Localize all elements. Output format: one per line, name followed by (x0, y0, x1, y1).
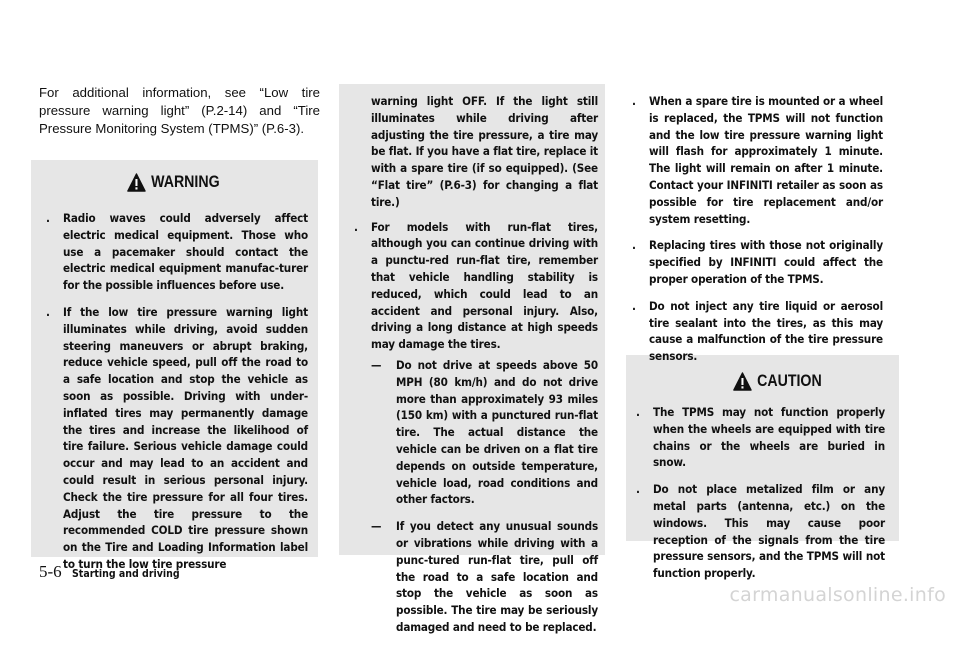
page-number: 5-6 (39, 562, 62, 581)
caution-bullet-text: The TPMS may not function properly when the wheels are equipped with tire chains or the wheels are buried in snow. (653, 405, 885, 470)
caution-heading (733, 372, 822, 391)
runflat-sublist (352, 357, 598, 636)
warning-left-column (44, 210, 308, 583)
bullet-mark: . (354, 219, 358, 234)
warning-bullet-text: Replacing tires with those not originally specified by INFINITI could affect the proper operation of the TPMS. (649, 238, 883, 286)
warning-heading (127, 173, 220, 192)
caution-bullet-text: Do not place metalized film or any metal parts (antenna, etc.) on the windows. This may cause poor reception of the signals from the tire pressure sensors, and the TPMS will not function properly. (653, 482, 885, 581)
bullet-mark: . (632, 94, 636, 108)
list-item (634, 481, 885, 582)
page-footer (39, 562, 191, 582)
list-item (44, 304, 308, 573)
watermark: carmanualsonline.info (729, 584, 946, 606)
bullet-mark: . (636, 482, 640, 497)
warning-bullet-text: If the low tire pressure warning light illuminates while driving, avoid sudden steering maneuvers or abrupt braking, reduce vehicle speed, pull off the road to a safe location and stop the vehicle as soon as possible. Driving with under-inflated tires may permanently damage the tires and increase the likelihood of tire failure. Serious vehicle damage could occur and may lead to an accident and could result in serious personal injury. Check the tire pressure for all four tires. Adjust the tire pressure to the recommended COLD tire pressure shown on the Tire and Loading Information label to turn the low tire pressure (63, 304, 308, 571)
bullet-mark: . (46, 211, 50, 225)
bullet-mark: . (46, 304, 50, 319)
caution-column (634, 404, 885, 592)
bullet-mark: . (636, 405, 640, 419)
warning-middle-column (352, 93, 598, 646)
section-title: Starting and driving (71, 568, 180, 580)
runflat-bullet-text: For models with run-flat tires, although you can continue driving with a punctu-red run-flat tire, remember that vehicle handling stability is reduced, which could lead to an accident and personal injury. Also, driving a long distance at high speeds may damage the tires. (371, 219, 598, 352)
bullet-mark: . (632, 238, 636, 253)
sub-item-text: Do not drive at speeds above 50 MPH (80 km/h) and do not drive more than approximately 93 miles (150 km) with a punctured run-flat tire. The actual distance the vehicle can be driven on a flat tire depends on outside temperature, vehicle load, road conditions and other factors. (396, 357, 598, 507)
list-item-continued (352, 93, 598, 211)
list-item (634, 404, 885, 471)
warning-heading-text: WARNING (151, 173, 220, 191)
sub-list-item (371, 518, 598, 636)
bullet-mark: . (632, 298, 636, 313)
list-item (352, 219, 598, 353)
dash-mark: — (371, 519, 382, 534)
warning-triangle-icon (733, 372, 752, 391)
dash-mark: — (371, 357, 382, 372)
sub-item-text: If you detect any unusual sounds or vibrations while driving with a punc-tured run-flat tire, pull off the road to a safe location and stop the vehicle as soon as possible. The tire may be seriously damaged and need to be replaced. (396, 519, 598, 634)
list-item (630, 237, 883, 287)
sub-list-item (371, 357, 598, 508)
caution-heading-text: CAUTION (757, 372, 822, 390)
list-item (630, 298, 883, 365)
warning-continued-text: warning light OFF. If the light still illuminates while driving after adjusting the tire pressure, a tire may be flat. If you have a flat tire, replace it with a spare tire (if so equipped). (See “Flat tire” (P.6-3) for changing a flat tire.) (371, 94, 598, 209)
warning-bullet-text: When a spare tire is mounted or a wheel is replaced, the TPMS will not function and the low tire pressure warning light will flash for approximately 1 minute. The light will remain on after 1 minute. Contact your INFINITI retailer as soon as possible for tire replacement and/or system resetting. (649, 94, 883, 226)
warning-triangle-icon (127, 173, 146, 192)
list-item (630, 93, 883, 227)
warning-right-column (630, 93, 883, 375)
warning-bullet-text: Radio waves could adversely affect electric medical equipment. Those who use a pacemaker should contact the electric medical equipment manufac-turer for the possible influences before use. (63, 211, 308, 293)
warning-bullet-text: Do not inject any tire liquid or aerosol tire sealant into the tires, as this may cause a malfunction of the tire pressure sensors. (649, 298, 883, 364)
list-item (44, 210, 308, 294)
intro-paragraph: For additional information, see “Low tire pressure warning light” (P.2-14) and “Tire Pressure Monitoring System (TPMS)” (P.6-3). (39, 85, 320, 137)
